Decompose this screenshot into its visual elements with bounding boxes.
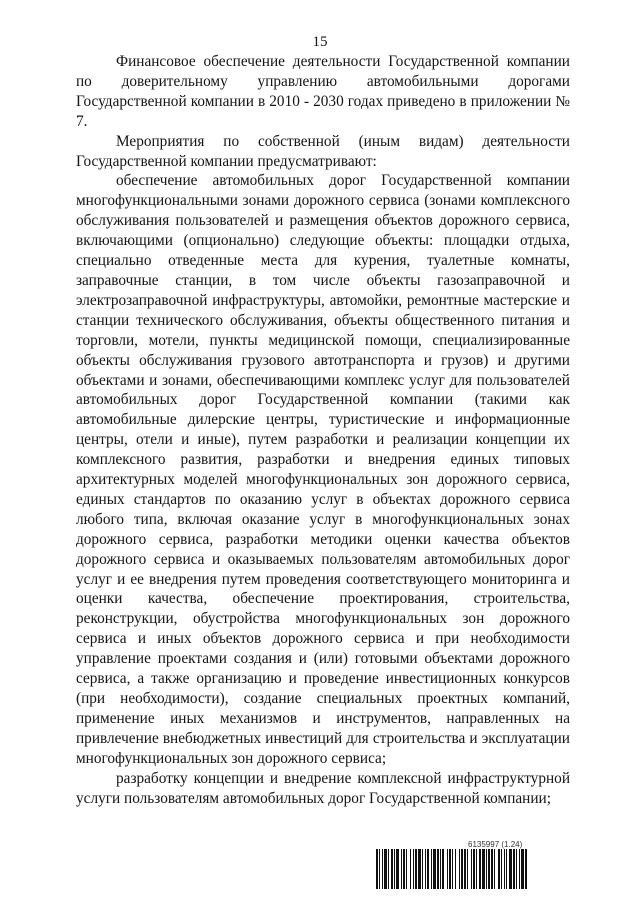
document-body [76,52,570,808]
document-barcode-block [376,840,572,890]
paragraph-road-service-zones: обеспечение автомобильных дорог Государственной компании многофункциональными зонами дорожного сервиса (зонами комплексного обслуживания пользователей и размещения объектов дорожного сервиса, включающими (опционально) следующие объекты: площадки отдыха, специально отведенные места для курения, туалетные комнаты, заправочные станции, в том числе объекты газозаправочной и электрозаправочной инфраструктуры, автомойки, ремонтные мастерские и станции технического обслуживания, объекты общественного питания и торговли, мотели, пункты медицинской помощи, специализированные объекты обслуживания грузового автотранспорта и грузов) и другими объектами и зонами, обеспечивающими комплекс услуг для пользователей автомобильных дорог Государственной компании (такими как автомобильные дилерские центры, туристические и информационные центры, отели и иные), путем разработки и реализации концепции их комплексного развития, разработки и внедрения единых типовых архитектурных моделей многофункциональных зон дорожного сервиса, единых стандартов по оказанию услуг в объектах дорожного сервиса любого типа, включая оказание услуг в многофункциональных зонах дорожного сервиса, разработки методики оценки качества объектов дорожного сервиса и оказываемых пользователям автомобильных дорог услуг и ее внедрения путем проведения соответствующего мониторинга и оценки качества, обеспечение проектирования, строительства, реконструкции, обустройства многофункциональных зон дорожного сервиса и иных объектов дорожного сервиса и при необходимости управление проектами создания и (или) готовыми объектами дорожного сервиса, а также организацию и проведение инвестиционных конкурсов (при необходимости), создание специальных проектных компаний, применение иных механизмов и инструментов, направленных на привлечение внебюджетных инвестиций для строительства и эксплуатации многофункциональных зон дорожного сервиса; [76,172,570,767]
page-number: 15 [312,34,328,50]
paragraph-infrastructure-service: разработку концепции и внедрение комплексной инфраструктурной услуги пользователям автомобильных дорог Государственной компании; [76,769,570,807]
paragraph-financing: Финансовое обеспечение деятельности Государственной компании по доверительному управлению автомобильными дорогами Государственной компании в 2010 - 2030 годах приведено в приложении № 7. [76,53,570,130]
paragraph-activities-intro: Мероприятия по собственной (иным видам) деятельности Государственной компании предусматривают: [76,132,570,170]
barcode-icon [376,849,572,889]
barcode-caption: 6135997 (1.24) [468,840,523,849]
